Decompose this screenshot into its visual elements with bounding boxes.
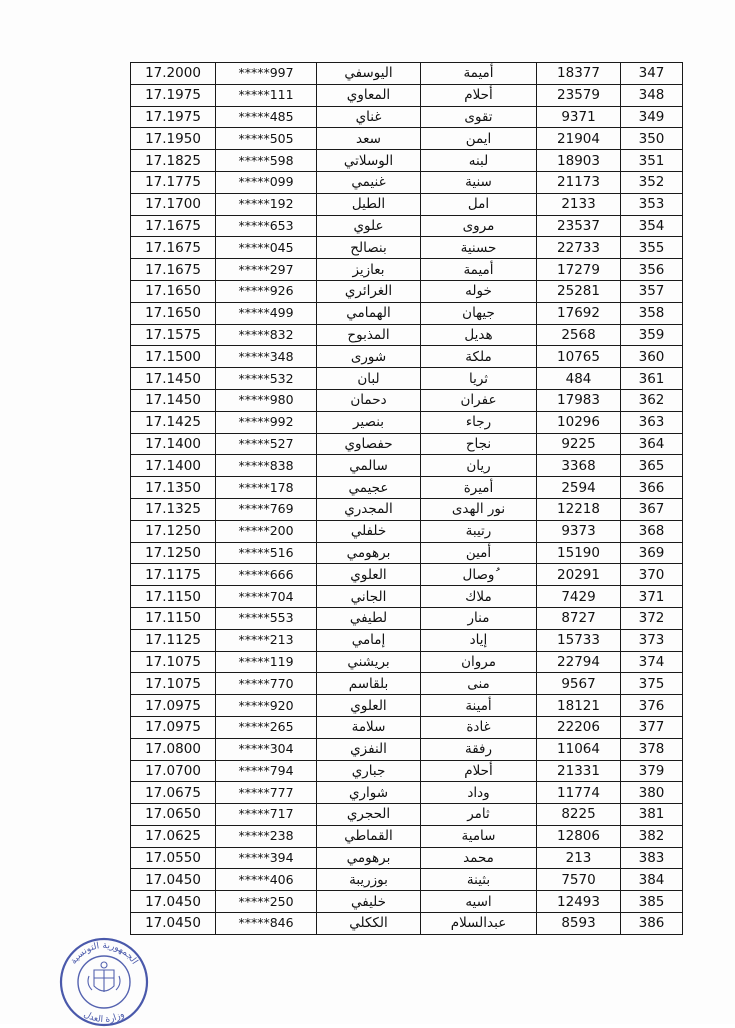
table-row [131, 716, 683, 738]
first-name-cell: بثينة [421, 869, 537, 891]
rank-cell: 373 [621, 629, 683, 651]
coat-of-arms-icon [88, 962, 120, 992]
id-card-cell: *****505 [216, 128, 317, 150]
table-row [131, 63, 683, 85]
candidate-id-cell: 20291 [537, 564, 621, 586]
rank-cell: 386 [621, 913, 683, 935]
first-name-cell: ثامر [421, 804, 537, 826]
first-name-cell: مروى [421, 215, 537, 237]
rank-cell: 368 [621, 520, 683, 542]
table-row [131, 629, 683, 651]
rank-cell: 361 [621, 368, 683, 390]
candidate-id-cell: 17692 [537, 302, 621, 324]
table-row [131, 804, 683, 826]
svg-text:الجمهورية التونسية [69, 941, 139, 966]
score-cell: 17.1400 [131, 433, 216, 455]
first-name-cell: إياد [421, 629, 537, 651]
score-cell: 17.0550 [131, 847, 216, 869]
score-cell: 17.1700 [131, 193, 216, 215]
candidate-id-cell: 23579 [537, 84, 621, 106]
ministry-seal [58, 936, 150, 1028]
first-name-cell: رتيبة [421, 520, 537, 542]
id-card-cell: *****926 [216, 280, 317, 302]
id-card-cell: *****980 [216, 389, 317, 411]
rank-cell: 357 [621, 280, 683, 302]
candidate-id-cell: 2594 [537, 477, 621, 499]
table-row [131, 651, 683, 673]
first-name-cell: ايمن [421, 128, 537, 150]
candidate-id-cell: 10765 [537, 346, 621, 368]
candidate-id-cell: 8225 [537, 804, 621, 826]
table-row [131, 237, 683, 259]
table-row [131, 193, 683, 215]
score-cell: 17.1425 [131, 411, 216, 433]
table-row [131, 607, 683, 629]
id-card-cell: *****485 [216, 106, 317, 128]
first-name-cell: منار [421, 607, 537, 629]
rank-cell: 350 [621, 128, 683, 150]
first-name-cell: أميمة [421, 259, 537, 281]
id-card-cell: *****653 [216, 215, 317, 237]
last-name-cell: بنصالح [317, 237, 421, 259]
last-name-cell: الغرائري [317, 280, 421, 302]
id-card-cell: *****394 [216, 847, 317, 869]
candidate-id-cell: 484 [537, 368, 621, 390]
score-cell: 17.1125 [131, 629, 216, 651]
rank-cell: 378 [621, 738, 683, 760]
table-body [131, 63, 683, 935]
score-cell: 17.1250 [131, 542, 216, 564]
table-row [131, 324, 683, 346]
rank-cell: 369 [621, 542, 683, 564]
table-row [131, 695, 683, 717]
first-name-cell: أمين [421, 542, 537, 564]
id-card-cell: *****406 [216, 869, 317, 891]
last-name-cell: خليفي [317, 891, 421, 913]
id-card-cell: *****119 [216, 651, 317, 673]
table-row [131, 84, 683, 106]
score-cell: 17.1675 [131, 237, 216, 259]
last-name-cell: الككلي [317, 913, 421, 935]
table-row [131, 520, 683, 542]
id-card-cell: *****832 [216, 324, 317, 346]
id-card-cell: *****516 [216, 542, 317, 564]
rank-cell: 347 [621, 63, 683, 85]
id-card-cell: *****297 [216, 259, 317, 281]
score-cell: 17.1400 [131, 455, 216, 477]
id-card-cell: *****111 [216, 84, 317, 106]
last-name-cell: بوزريبة [317, 869, 421, 891]
seal-top-text: الجمهورية التونسية [68, 940, 140, 967]
score-cell: 17.0450 [131, 891, 216, 913]
id-card-cell: *****045 [216, 237, 317, 259]
candidate-id-cell: 10296 [537, 411, 621, 433]
score-cell: 17.0650 [131, 804, 216, 826]
rank-cell: 372 [621, 607, 683, 629]
rank-cell: 349 [621, 106, 683, 128]
last-name-cell: جباري [317, 760, 421, 782]
rank-cell: 370 [621, 564, 683, 586]
last-name-cell: إمامي [317, 629, 421, 651]
id-card-cell: *****200 [216, 520, 317, 542]
first-name-cell: امل [421, 193, 537, 215]
table-row [131, 738, 683, 760]
rank-cell: 384 [621, 869, 683, 891]
first-name-cell: سامية [421, 825, 537, 847]
score-cell: 17.0675 [131, 782, 216, 804]
rank-cell: 382 [621, 825, 683, 847]
id-card-cell: *****499 [216, 302, 317, 324]
score-cell: 17.0450 [131, 913, 216, 935]
table-row [131, 346, 683, 368]
last-name-cell: سعد [317, 128, 421, 150]
id-card-cell: *****770 [216, 673, 317, 695]
last-name-cell: المجدري [317, 498, 421, 520]
id-card-cell: *****777 [216, 782, 317, 804]
candidate-id-cell: 21173 [537, 171, 621, 193]
table-row [131, 411, 683, 433]
id-card-cell: *****304 [216, 738, 317, 760]
last-name-cell: غنيمي [317, 171, 421, 193]
last-name-cell: بريشني [317, 651, 421, 673]
id-card-cell: *****838 [216, 455, 317, 477]
candidate-id-cell: 7429 [537, 586, 621, 608]
table-row [131, 368, 683, 390]
candidate-id-cell: 7570 [537, 869, 621, 891]
candidate-id-cell: 22206 [537, 716, 621, 738]
table-row [131, 302, 683, 324]
table-row [131, 433, 683, 455]
score-cell: 17.1075 [131, 673, 216, 695]
first-name-cell: غادة [421, 716, 537, 738]
first-name-cell: محمد [421, 847, 537, 869]
table-row [131, 259, 683, 281]
rank-cell: 379 [621, 760, 683, 782]
first-name-cell: أميمة [421, 63, 537, 85]
first-name-cell: ثريا [421, 368, 537, 390]
candidate-id-cell: 21331 [537, 760, 621, 782]
last-name-cell: الهمامي [317, 302, 421, 324]
first-name-cell: أحلام [421, 760, 537, 782]
id-card-cell: *****527 [216, 433, 317, 455]
last-name-cell: بنصير [317, 411, 421, 433]
id-card-cell: *****532 [216, 368, 317, 390]
last-name-cell: علوي [317, 215, 421, 237]
score-cell: 17.0975 [131, 716, 216, 738]
table-row [131, 215, 683, 237]
table-row [131, 106, 683, 128]
score-cell: 17.1975 [131, 106, 216, 128]
candidate-id-cell: 9567 [537, 673, 621, 695]
first-name-cell: مروان [421, 651, 537, 673]
table-row [131, 542, 683, 564]
id-card-cell: *****717 [216, 804, 317, 826]
candidate-id-cell: 15733 [537, 629, 621, 651]
candidate-id-cell: 2568 [537, 324, 621, 346]
rank-cell: 380 [621, 782, 683, 804]
score-cell: 17.0450 [131, 869, 216, 891]
rank-cell: 385 [621, 891, 683, 913]
rank-cell: 367 [621, 498, 683, 520]
first-name-cell: نجاح [421, 433, 537, 455]
score-cell: 17.1675 [131, 215, 216, 237]
id-card-cell: *****348 [216, 346, 317, 368]
table-row [131, 455, 683, 477]
score-cell: 17.1675 [131, 259, 216, 281]
rank-cell: 366 [621, 477, 683, 499]
first-name-cell: وداد [421, 782, 537, 804]
score-cell: 17.1350 [131, 477, 216, 499]
first-name-cell: لبنه [421, 150, 537, 172]
id-card-cell: *****992 [216, 411, 317, 433]
candidate-id-cell: 2133 [537, 193, 621, 215]
id-card-cell: *****920 [216, 695, 317, 717]
candidate-id-cell: 25281 [537, 280, 621, 302]
candidate-id-cell: 12806 [537, 825, 621, 847]
rank-cell: 355 [621, 237, 683, 259]
score-cell: 17.1325 [131, 498, 216, 520]
candidate-id-cell: 3368 [537, 455, 621, 477]
id-card-cell: *****099 [216, 171, 317, 193]
first-name-cell: ُوصال [421, 564, 537, 586]
last-name-cell: العلوي [317, 564, 421, 586]
last-name-cell: سلامة [317, 716, 421, 738]
table-row [131, 564, 683, 586]
table-row [131, 891, 683, 913]
id-card-cell: *****666 [216, 564, 317, 586]
rank-cell: 381 [621, 804, 683, 826]
table-row [131, 128, 683, 150]
rank-cell: 354 [621, 215, 683, 237]
table-row [131, 825, 683, 847]
score-cell: 17.1150 [131, 586, 216, 608]
candidate-id-cell: 23537 [537, 215, 621, 237]
first-name-cell: ملاك [421, 586, 537, 608]
last-name-cell: شواري [317, 782, 421, 804]
candidate-id-cell: 9225 [537, 433, 621, 455]
rank-cell: 356 [621, 259, 683, 281]
candidate-id-cell: 11774 [537, 782, 621, 804]
first-name-cell: ملكة [421, 346, 537, 368]
id-card-cell: *****178 [216, 477, 317, 499]
id-card-cell: *****794 [216, 760, 317, 782]
candidate-id-cell: 18121 [537, 695, 621, 717]
last-name-cell: دحمان [317, 389, 421, 411]
last-name-cell: الطيل [317, 193, 421, 215]
score-cell: 17.1775 [131, 171, 216, 193]
table-row [131, 150, 683, 172]
rank-cell: 371 [621, 586, 683, 608]
score-cell: 17.0700 [131, 760, 216, 782]
score-cell: 17.1450 [131, 368, 216, 390]
rank-cell: 377 [621, 716, 683, 738]
first-name-cell: ريان [421, 455, 537, 477]
candidate-id-cell: 9373 [537, 520, 621, 542]
candidate-id-cell: 12218 [537, 498, 621, 520]
seal-bottom-text: وزارة العدل [81, 1009, 127, 1026]
rank-cell: 348 [621, 84, 683, 106]
id-card-cell: *****553 [216, 607, 317, 629]
rank-cell: 362 [621, 389, 683, 411]
candidate-id-cell: 8727 [537, 607, 621, 629]
candidate-id-cell: 18903 [537, 150, 621, 172]
candidate-id-cell: 8593 [537, 913, 621, 935]
candidate-id-cell: 22794 [537, 651, 621, 673]
first-name-cell: رفقة [421, 738, 537, 760]
table-row [131, 869, 683, 891]
rank-cell: 352 [621, 171, 683, 193]
score-cell: 17.1650 [131, 302, 216, 324]
rank-cell: 351 [621, 150, 683, 172]
first-name-cell: تقوى [421, 106, 537, 128]
score-cell: 17.1950 [131, 128, 216, 150]
first-name-cell: أميرة [421, 477, 537, 499]
last-name-cell: المعاوي [317, 84, 421, 106]
last-name-cell: بعازيز [317, 259, 421, 281]
rank-cell: 383 [621, 847, 683, 869]
rank-cell: 363 [621, 411, 683, 433]
rank-cell: 359 [621, 324, 683, 346]
rank-cell: 375 [621, 673, 683, 695]
id-card-cell: *****997 [216, 63, 317, 85]
candidate-id-cell: 21904 [537, 128, 621, 150]
candidate-id-cell: 22733 [537, 237, 621, 259]
id-card-cell: *****250 [216, 891, 317, 913]
last-name-cell: لطيفي [317, 607, 421, 629]
first-name-cell: نور الهدى [421, 498, 537, 520]
table-row [131, 389, 683, 411]
first-name-cell: سنية [421, 171, 537, 193]
table-row [131, 171, 683, 193]
score-cell: 17.1825 [131, 150, 216, 172]
table-row [131, 673, 683, 695]
score-cell: 17.1250 [131, 520, 216, 542]
table-row [131, 913, 683, 935]
last-name-cell: شورى [317, 346, 421, 368]
first-name-cell: خوله [421, 280, 537, 302]
last-name-cell: عجيمي [317, 477, 421, 499]
rank-cell: 364 [621, 433, 683, 455]
last-name-cell: غناي [317, 106, 421, 128]
candidate-id-cell: 17279 [537, 259, 621, 281]
last-name-cell: المذبوح [317, 324, 421, 346]
rank-cell: 376 [621, 695, 683, 717]
score-cell: 17.1175 [131, 564, 216, 586]
first-name-cell: رجاء [421, 411, 537, 433]
candidate-id-cell: 17983 [537, 389, 621, 411]
results-table [130, 62, 683, 935]
last-name-cell: حفصاوي [317, 433, 421, 455]
candidate-id-cell: 15190 [537, 542, 621, 564]
last-name-cell: الوسلاتي [317, 150, 421, 172]
id-card-cell: *****769 [216, 498, 317, 520]
id-card-cell: *****213 [216, 629, 317, 651]
score-cell: 17.1575 [131, 324, 216, 346]
table-row [131, 280, 683, 302]
candidate-id-cell: 12493 [537, 891, 621, 913]
first-name-cell: أمينة [421, 695, 537, 717]
score-cell: 17.0975 [131, 695, 216, 717]
id-card-cell: *****265 [216, 716, 317, 738]
score-cell: 17.1450 [131, 389, 216, 411]
first-name-cell: هديل [421, 324, 537, 346]
candidate-id-cell: 213 [537, 847, 621, 869]
rank-cell: 358 [621, 302, 683, 324]
last-name-cell: الحجري [317, 804, 421, 826]
score-cell: 17.1650 [131, 280, 216, 302]
score-cell: 17.1150 [131, 607, 216, 629]
score-cell: 17.1500 [131, 346, 216, 368]
last-name-cell: خلفلي [317, 520, 421, 542]
id-card-cell: *****704 [216, 586, 317, 608]
last-name-cell: القماطي [317, 825, 421, 847]
table-row [131, 760, 683, 782]
first-name-cell: عبدالسلام [421, 913, 537, 935]
last-name-cell: برهومي [317, 847, 421, 869]
last-name-cell: لبان [317, 368, 421, 390]
table-row [131, 498, 683, 520]
candidate-id-cell: 18377 [537, 63, 621, 85]
last-name-cell: النفزي [317, 738, 421, 760]
first-name-cell: جيهان [421, 302, 537, 324]
table-row [131, 782, 683, 804]
first-name-cell: منى [421, 673, 537, 695]
id-card-cell: *****238 [216, 825, 317, 847]
score-cell: 17.0625 [131, 825, 216, 847]
candidate-id-cell: 11064 [537, 738, 621, 760]
last-name-cell: بلقاسم [317, 673, 421, 695]
table-row [131, 586, 683, 608]
first-name-cell: أحلام [421, 84, 537, 106]
last-name-cell: برهومي [317, 542, 421, 564]
id-card-cell: *****192 [216, 193, 317, 215]
candidate-id-cell: 9371 [537, 106, 621, 128]
last-name-cell: سالمي [317, 455, 421, 477]
score-cell: 17.2000 [131, 63, 216, 85]
rank-cell: 353 [621, 193, 683, 215]
last-name-cell: اليوسفي [317, 63, 421, 85]
score-cell: 17.0800 [131, 738, 216, 760]
first-name-cell: حسنية [421, 237, 537, 259]
id-card-cell: *****598 [216, 150, 317, 172]
id-card-cell: *****846 [216, 913, 317, 935]
table-row [131, 477, 683, 499]
rank-cell: 365 [621, 455, 683, 477]
first-name-cell: اسيه [421, 891, 537, 913]
last-name-cell: الجاني [317, 586, 421, 608]
last-name-cell: العلوي [317, 695, 421, 717]
score-cell: 17.1975 [131, 84, 216, 106]
rank-cell: 374 [621, 651, 683, 673]
table-row [131, 847, 683, 869]
first-name-cell: عفران [421, 389, 537, 411]
score-cell: 17.1075 [131, 651, 216, 673]
rank-cell: 360 [621, 346, 683, 368]
